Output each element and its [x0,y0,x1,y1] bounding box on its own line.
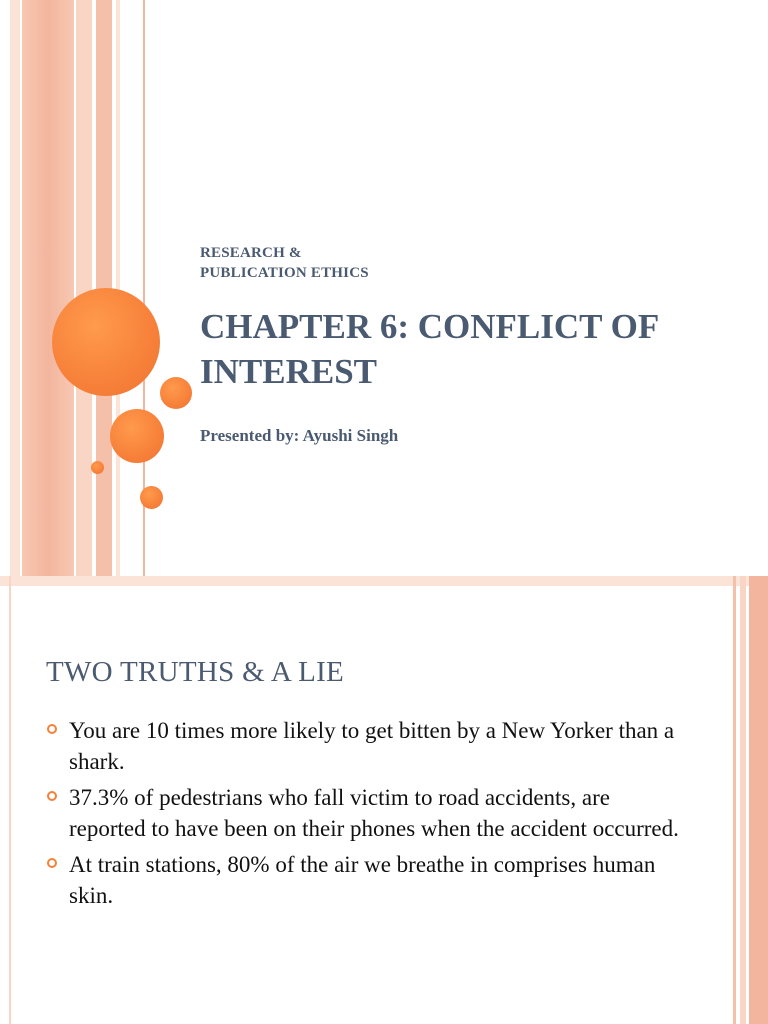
decor-stripe [76,0,92,576]
decor-stripe [10,0,20,576]
decor-stripe [749,576,768,1024]
decor-stripe [22,0,74,576]
decor-stripe [116,0,120,576]
slide-subtitle [200,243,369,283]
bullet-text: 37.3% of pedestrians who fall victim to road accidents, are reported to have been on their phones when the accident occurred. [69,785,679,841]
bullet-item [46,715,686,777]
decor-circle-large [52,288,160,396]
subtitle-line: PUBLICATION ETHICS [200,265,369,281]
bullet-text: At train stations, 80% of the air we breathe in comprises human skin. [69,852,656,908]
circle-bullet-icon [47,858,57,868]
bullet-item [46,782,686,844]
presenter-name: Presented by: Ayushi Singh [200,426,399,445]
decor-circle [140,486,163,509]
decor-circle-medium [110,409,164,463]
content-slide [0,576,768,1024]
circle-bullet-icon [47,791,57,801]
decor-circle-small [91,461,104,474]
decor-circle [160,377,192,409]
slide-heading: TWO TRUTHS & A LIE [46,656,345,688]
title-line: CHAPTER 6: CONFLICT OF [200,307,660,346]
decor-stripe [733,576,736,1024]
title-line: INTEREST [200,352,378,391]
circle-bullet-icon [47,724,57,734]
slide-title [200,304,740,394]
bullet-text: You are 10 times more likely to get bitten by a New Yorker than a shark. [69,718,675,774]
bullet-item [46,849,686,911]
decor-line [9,576,11,1024]
bullet-list [46,715,686,916]
decor-stripe [740,576,746,1024]
subtitle-line: RESEARCH & [200,245,302,261]
decor-top-bar [0,576,768,586]
